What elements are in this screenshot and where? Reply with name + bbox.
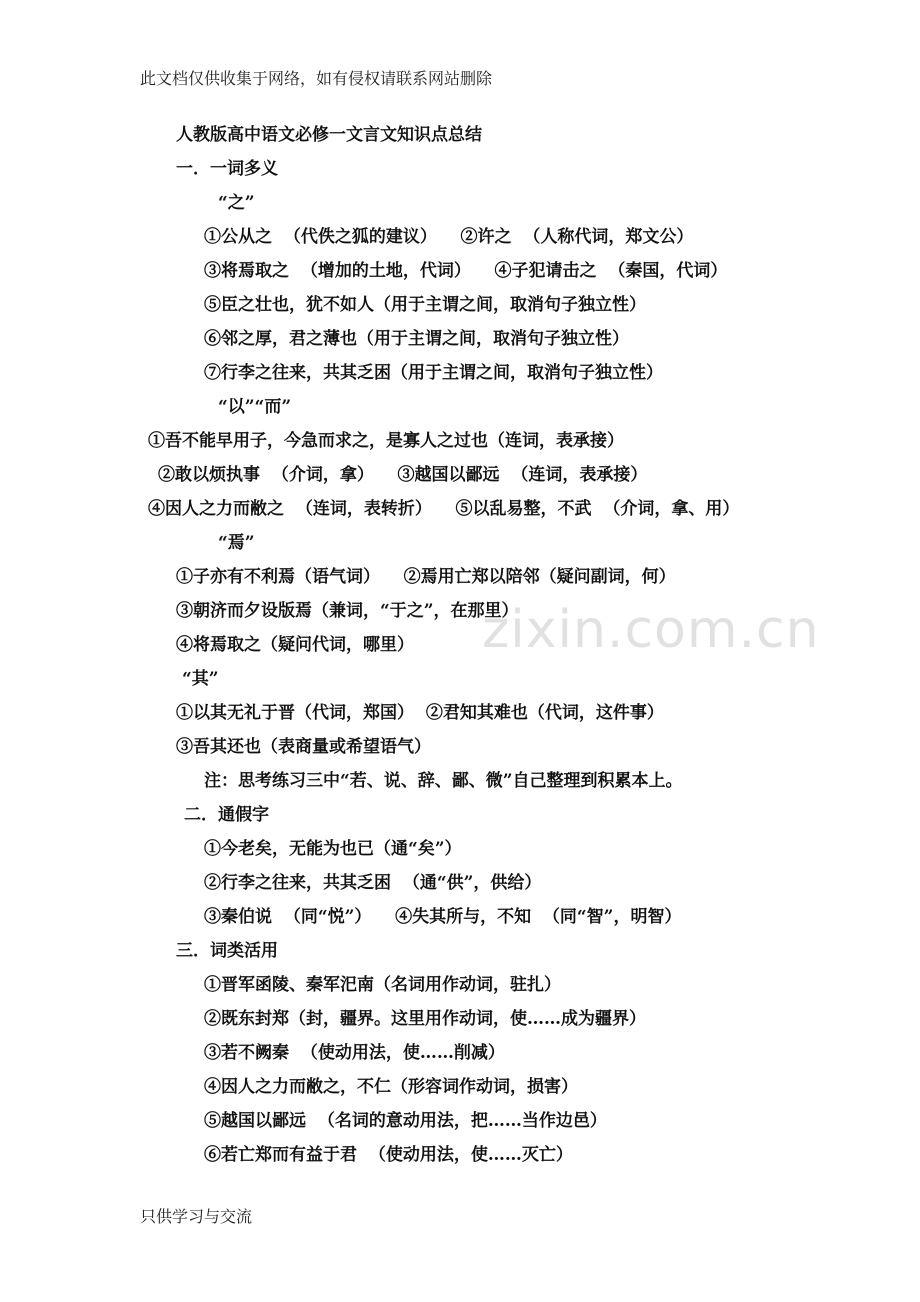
keyword-heading: “之” xyxy=(218,193,255,213)
list-item: ③若不阙秦 （使动用法，使……削减） xyxy=(204,1043,505,1063)
list-item: ③将焉取之 （增加的土地，代词） ④子犯请击之 （秦国，代词） xyxy=(204,261,728,281)
list-item: ①晋军函陵、秦军汜南（名词用作动词，驻扎） xyxy=(204,975,561,995)
list-item: ①吾不能早用子，今急而求之，是寡人之过也（连词，表承接） xyxy=(148,431,624,451)
list-item: ②既东封郑（封，疆界。这里用作动词，使……成为疆界） xyxy=(204,1009,646,1029)
list-item: ①今老矣，无能为也已（通“矣”） xyxy=(204,839,462,859)
keyword-heading: “其” xyxy=(182,669,219,689)
list-item: ④将焉取之（疑问代词，哪里） xyxy=(176,635,414,655)
list-item: ③吾其还也（表商量或希望语气） xyxy=(176,737,431,757)
list-item: ②敢以烦执事 （介词，拿） ③越国以鄙远 （连词，表承接） xyxy=(158,465,648,485)
list-item: ④因人之力而敝之，不仁（形容词作动词，损害） xyxy=(204,1077,578,1097)
document-title: 人教版高中语文必修一文言文知识点总结 xyxy=(176,125,482,145)
list-item: ④因人之力而敝之 （连词，表转折） ⑤以乱易整，不武 （介词，拿、用） xyxy=(148,499,740,519)
list-item: ①子亦有不利焉（语气词） ②焉用亡郑以陪邻（疑问副词，何） xyxy=(176,567,676,587)
keyword-heading: “焉” xyxy=(218,533,255,553)
list-item: ⑦行李之往来，共其乏困（用于主谓之间，取消句子独立性） xyxy=(204,363,663,383)
page-header-notice: 此文档仅供收集于网络，如有侵权请联系网站删除 xyxy=(140,69,493,88)
list-item: ⑥邻之厚，君之薄也（用于主谓之间，取消句子独立性） xyxy=(204,329,629,349)
watermark: zixin.com.cn xyxy=(482,600,820,660)
section-heading-word-class: 三．词类活用 xyxy=(176,941,278,961)
list-item: ③秦伯说 （同“悦”） ④失其所与，不知 （同“智”，明智） xyxy=(204,907,682,927)
list-item: ①以其无礼于晋（代词，郑国） ②君知其难也（代词，这件事） xyxy=(176,703,664,723)
list-item: ②行李之往来，共其乏困 （通“供”，供给） xyxy=(204,873,542,893)
list-item: ⑤臣之壮也，犹不如人（用于主谓之间，取消句子独立性） xyxy=(204,295,646,315)
list-item: ⑤越国以鄙远 （名词的意动用法，把……当作边邑） xyxy=(204,1111,607,1131)
page-footer-notice: 只供学习与交流 xyxy=(140,1207,253,1226)
list-item: ③朝济而夕设版焉（兼词，“于之”，在那里） xyxy=(176,601,519,621)
note: 注：思考练习三中“若、说、辞、鄙、微”自己整理到积累本上。 xyxy=(204,771,683,791)
list-item: ⑥若亡郑而有益于君 （使动用法，使……灭亡） xyxy=(204,1145,573,1165)
section-heading-polysemy: 一．一词多义 xyxy=(176,159,278,179)
list-item: ①公从之 （代佚之狐的建议） ②许之 （人称代词，郑文公） xyxy=(204,227,694,247)
section-heading-loan-characters: 二．通假字 xyxy=(184,805,269,825)
keyword-heading: “以”“而” xyxy=(218,397,292,417)
